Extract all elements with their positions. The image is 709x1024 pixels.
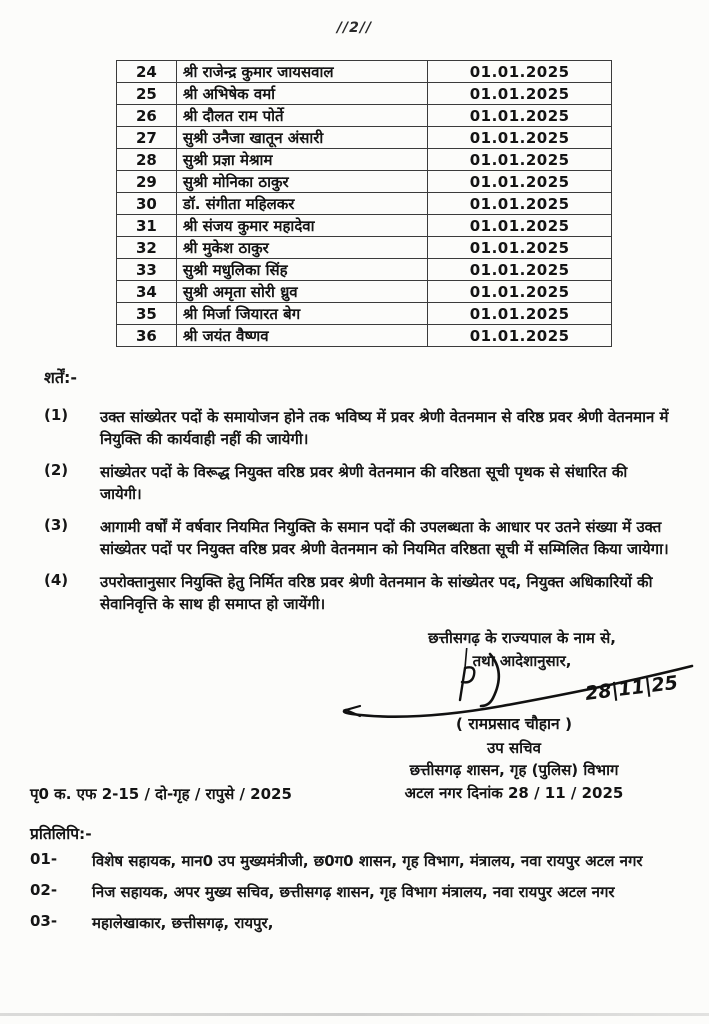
date-cell: 01.01.2025 <box>428 303 612 325</box>
date-cell: 01.01.2025 <box>428 193 612 215</box>
date-cell: 01.01.2025 <box>428 215 612 237</box>
list-item <box>30 881 686 903</box>
distribution-list <box>30 850 686 944</box>
handwritten-date: 28|11|25 <box>583 671 680 705</box>
list-item-number: 02- <box>30 881 58 900</box>
table-row <box>117 237 612 259</box>
name-cell: श्री मिर्जा जियारत बेग <box>176 303 428 325</box>
signatory-designation: उप सचिव <box>487 738 541 757</box>
date-cell: 01.01.2025 <box>428 281 612 303</box>
name-cell: श्री राजेन्द्र कुमार जायसवाल <box>176 61 428 83</box>
table-row <box>117 61 612 83</box>
closing-line-2: तथा आदेशानुसार, <box>472 651 572 670</box>
signatory-place-date: अटल नगर दिनांक 28 / 11 / 2025 <box>404 784 624 803</box>
conditions-heading: शर्तें:- <box>44 368 78 387</box>
appointees-table <box>116 60 612 347</box>
condition-number: (4) <box>44 571 69 590</box>
name-cell: सुश्री मोनिका ठाकुर <box>176 171 428 193</box>
signature-p-stroke <box>460 667 474 700</box>
serial-cell: 36 <box>117 325 177 347</box>
list-item-text: महालेखाकार, छत्तीसगढ़, रायपुर, <box>92 914 274 933</box>
date-cell: 01.01.2025 <box>428 149 612 171</box>
table-row <box>117 259 612 281</box>
condition-text: उक्त सांख्येतर पदों के समायोजन होने तक भविष्य में प्रवर श्रेणी वेतनमान से वरिष्ठ प्रवर श्रेणी वेतनमान में नियुक्ति की कार्यवाही नहीं की जायेगी। <box>100 408 669 449</box>
name-cell: श्री अभिषेक वर्मा <box>176 83 428 105</box>
name-cell: श्री दौलत राम पोर्ते <box>176 105 428 127</box>
serial-cell: 35 <box>117 303 177 325</box>
name-cell: सुश्री अमृता सोरी ध्रुव <box>176 281 428 303</box>
serial-cell: 29 <box>117 171 177 193</box>
list-item-number: 03- <box>30 912 58 931</box>
scan-edge-artifact <box>0 1013 709 1016</box>
serial-cell: 34 <box>117 281 177 303</box>
conditions-section <box>44 366 672 626</box>
serial-cell: 25 <box>117 83 177 105</box>
condition-item <box>44 516 672 560</box>
signature-curve-stroke <box>481 654 499 706</box>
date-cell: 01.01.2025 <box>428 105 612 127</box>
signatory-department: छत्तीसगढ़ शासन, गृह (पुलिस) विभाग <box>409 761 619 780</box>
condition-number: (3) <box>44 516 69 535</box>
condition-number: (2) <box>44 461 69 480</box>
table-row <box>117 149 612 171</box>
list-item-text: विशेष सहायक, मान0 उप मुख्यमंत्रीजी, छ0ग0 शासन, गृह विभाग, मंत्रालय, नवा रायपुर अटल नगर <box>92 852 643 870</box>
table-row <box>117 325 612 347</box>
serial-cell: 24 <box>117 61 177 83</box>
table-row <box>117 171 612 193</box>
serial-cell: 33 <box>117 259 177 281</box>
list-item-number: 01- <box>30 850 58 868</box>
list-item-text: निज सहायक, अपर मुख्य सचिव, छत्तीसगढ़ शासन, गृह विभाग मंत्रालय, नवा रायपुर अटल नगर <box>92 883 615 902</box>
name-cell: श्री संजय कुमार महादेवा <box>176 215 428 237</box>
date-cell: 01.01.2025 <box>428 259 612 281</box>
serial-cell: 31 <box>117 215 177 237</box>
name-cell: सुश्री प्रज्ञा मेश्राम <box>176 149 428 171</box>
serial-cell: 32 <box>117 237 177 259</box>
copy-heading: प्रतिलिपि:- <box>30 825 92 843</box>
serial-cell: 28 <box>117 149 177 171</box>
condition-item <box>44 571 672 615</box>
serial-cell: 26 <box>117 105 177 127</box>
date-cell: 01.01.2025 <box>428 171 612 193</box>
condition-text: उपरोक्तानुसार नियुक्ति हेतु निर्मित वरिष्ठ प्रवर श्रेणी वेतनमान के सांख्येतर पद, नियुक्त अधिकारियों की सेवानिवृत्ति के साथ ही समाप्त हो जायेंगी। <box>100 573 653 614</box>
condition-number: (1) <box>44 406 69 424</box>
serial-cell: 27 <box>117 127 177 149</box>
signatory-block <box>356 713 672 805</box>
name-cell: सुश्री उनैजा खातून अंसारी <box>176 127 428 149</box>
date-cell: 01.01.2025 <box>428 237 612 259</box>
signatory-name: ( रामप्रसाद चौहान ) <box>455 715 573 733</box>
name-cell: डॉ. संगीता महिलकर <box>176 193 428 215</box>
signature-tail-stroke <box>465 648 470 668</box>
table-row <box>117 105 612 127</box>
name-cell: श्री मुकेश ठाकुर <box>176 237 428 259</box>
table-row <box>117 281 612 303</box>
date-cell: 01.01.2025 <box>428 83 612 105</box>
condition-item <box>44 406 672 450</box>
reference-number: पृ0 क. एफ 2-15 / दो-गृह / रापुसे / 2025 <box>30 785 292 803</box>
date-cell: 01.01.2025 <box>428 61 612 83</box>
table-row <box>117 83 612 105</box>
closing-line-1: छत्तीसगढ़ के राज्यपाल के नाम से, <box>428 629 616 647</box>
table-row <box>117 303 612 325</box>
condition-item <box>44 461 672 505</box>
condition-text: सांख्येतर पदों के विरूद्ध नियुक्त वरिष्ठ प्रवर श्रेणी वेतनमान की वरिष्ठता सूची पृथक से संधारित की जायेगी। <box>100 463 628 504</box>
name-cell: श्री जयंत वैष्णव <box>176 325 428 347</box>
list-item <box>30 912 686 934</box>
date-cell: 01.01.2025 <box>428 127 612 149</box>
date-cell: 01.01.2025 <box>428 325 612 347</box>
condition-text: आगामी वर्षों में वर्षवार नियमित नियुक्ति के समान पदों की उपलब्धता के आधार पर उतने संख्या में उक्त सांख्येतर पदों पर नियुक्त वरिष्ठ प्रवर श्रेणी वेतनमान को नियमित वरिष्ठता सूची में सम्मिलित किया जायेगा। <box>100 518 669 559</box>
table-row <box>117 193 612 215</box>
list-item <box>30 850 686 872</box>
name-cell: सुश्री मधुलिका सिंह <box>176 259 428 281</box>
page-number: //2// <box>336 20 373 36</box>
table-row <box>117 215 612 237</box>
table-row <box>117 127 612 149</box>
serial-cell: 30 <box>117 193 177 215</box>
